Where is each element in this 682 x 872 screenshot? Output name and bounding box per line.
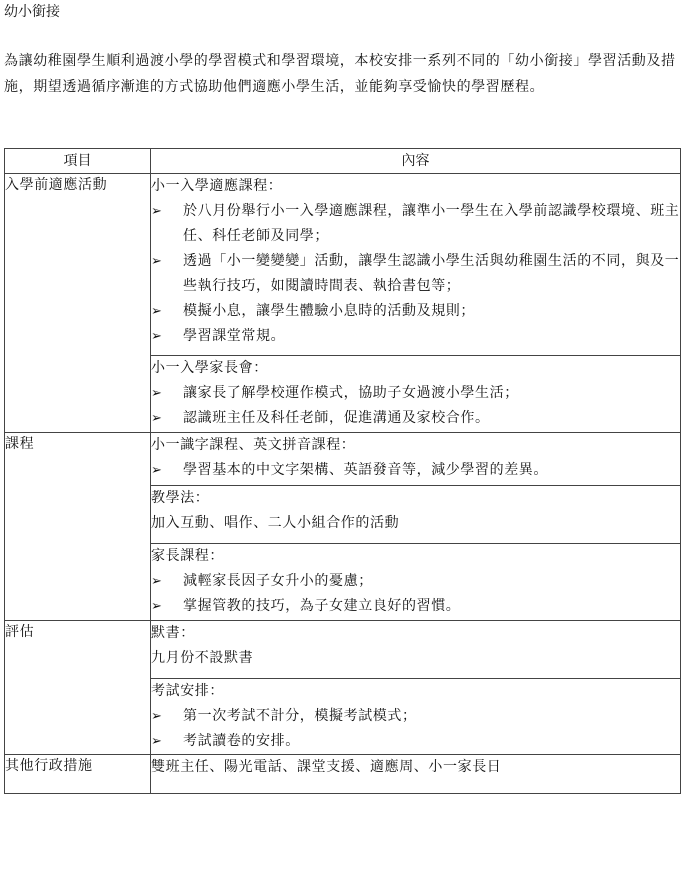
section-title: 默書： (151, 625, 195, 641)
cell-parents-meeting (151, 356, 681, 433)
header-item: 項目 (5, 149, 151, 174)
list-item-text: 考試讀卷的安排。 (183, 733, 300, 749)
cell-pedagogy (151, 486, 681, 544)
arrow-bullet-icon: ➢ (151, 204, 163, 219)
table-row (5, 174, 681, 356)
section-title: 小一入學適應課程： (151, 178, 283, 194)
section-title: 考試安排： (151, 683, 224, 699)
list-item-text: 於八月份舉行小一入學適應課程，讓準小一學生在入學前認識學校環境、班主任、科任老師及同學； (183, 203, 680, 244)
section-text: 九月份不設默書 (151, 650, 254, 666)
list-item (151, 704, 680, 729)
section-text: 加入互動、唱作、二人小組合作的活動 (151, 515, 400, 531)
page-title: 幼小銜接 (4, 4, 60, 20)
cell-dictation (151, 621, 681, 679)
row-label-admin: 其他行政措施 (5, 755, 151, 794)
list-item-text: 掌握管教的技巧，為子女建立良好的習慣。 (183, 598, 461, 614)
arrow-bullet-icon: ➢ (151, 254, 163, 269)
intro-paragraph: 為讓幼稚園學生順利過渡小學的學習模式和學習環境，本校安排一系列不同的「幼小銜接」學習活動及措施，期望透過循序漸進的方式協助他們適應小學生活，並能夠享受愉快的學習歷程。 (4, 53, 676, 95)
list-item-text: 認識班主任及科任老師，促進溝通及家校合作。 (183, 410, 490, 426)
section-text: 雙班主任、陽光電話、課堂支援、適應周、小一家長日 (151, 759, 502, 775)
list-item (151, 458, 680, 483)
list-item-text: 學習課堂常規。 (183, 328, 286, 344)
list-item (151, 594, 680, 619)
row-label-pre-school: 入學前適應活動 (5, 174, 151, 433)
cell-exam-arrangement (151, 679, 681, 755)
arrow-bullet-icon: ➢ (151, 304, 163, 319)
cell-parent-course (151, 544, 681, 621)
arrow-bullet-icon: ➢ (151, 599, 163, 614)
list-item (151, 299, 680, 324)
table-header-row (5, 149, 681, 174)
list-item-text: 減輕家長因子女升小的憂慮； (183, 573, 373, 589)
cell-orientation-course (151, 174, 681, 356)
list-item (151, 381, 680, 406)
cell-admin-measures (151, 755, 681, 794)
list-item-text: 模擬小息，讓學生體驗小息時的活動及規則； (183, 303, 475, 319)
list-item-text: 學習基本的中文字架構、英語發音等，減少學習的差異。 (183, 462, 548, 478)
transition-table (4, 148, 681, 794)
section-title: 小一入學家長會： (151, 360, 268, 376)
section-title: 小一識字課程、英文拼音課程： (151, 437, 356, 453)
list-item (151, 249, 680, 299)
arrow-bullet-icon: ➢ (151, 329, 163, 344)
table-row (5, 621, 681, 679)
arrow-bullet-icon: ➢ (151, 386, 163, 401)
row-label-curriculum: 課程 (5, 433, 151, 621)
list-item (151, 569, 680, 594)
list-item-text: 讓家長了解學校運作模式，協助子女過渡小學生活； (183, 385, 519, 401)
section-title: 教學法： (151, 490, 210, 506)
section-title: 家長課程： (151, 548, 224, 564)
arrow-bullet-icon: ➢ (151, 709, 163, 724)
arrow-bullet-icon: ➢ (151, 574, 163, 589)
list-item-text: 第一次考試不計分，模擬考試模式； (183, 708, 417, 724)
list-item (151, 199, 680, 249)
list-item (151, 729, 680, 754)
arrow-bullet-icon: ➢ (151, 734, 163, 749)
header-content: 內容 (151, 149, 681, 174)
table-row (5, 433, 681, 486)
arrow-bullet-icon: ➢ (151, 463, 163, 478)
list-item (151, 324, 680, 349)
list-item-text: 透過「小一變變變」活動，讓學生認識小學生活與幼稚園生活的不同，與及一些執行技巧，如閱讀時間表、執拾書包等； (183, 253, 680, 294)
table-row (5, 755, 681, 794)
list-item (151, 406, 680, 431)
arrow-bullet-icon: ➢ (151, 411, 163, 426)
cell-literacy-course (151, 433, 681, 486)
row-label-assessment: 評估 (5, 621, 151, 755)
